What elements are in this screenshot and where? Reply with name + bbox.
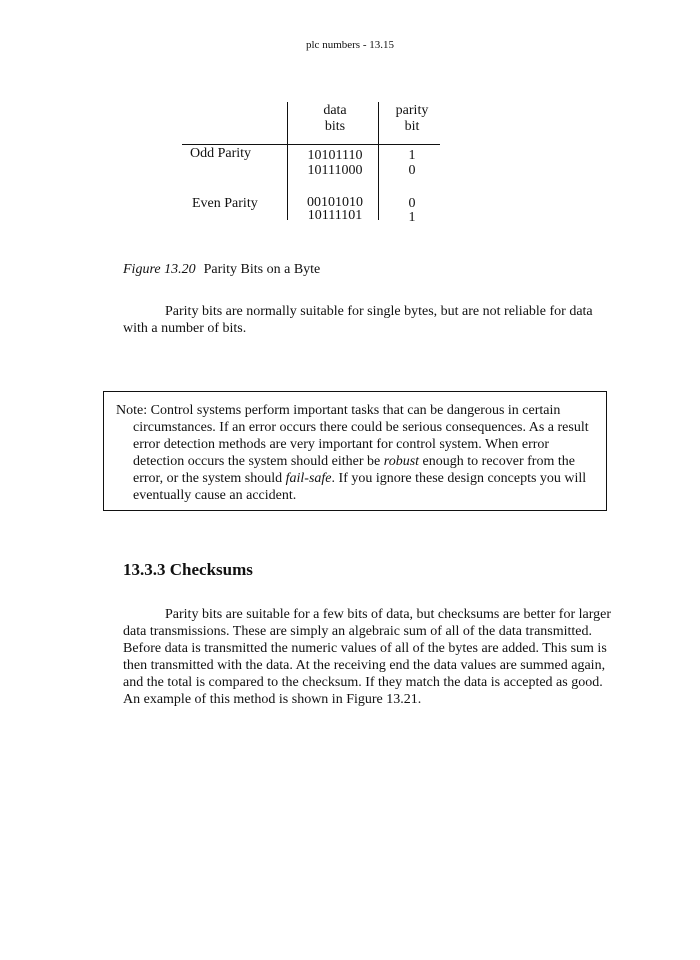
paragraph-text: Parity bits are suitable for a few bits of data, but checksums are better for larger data transmissions. These are simply an algebraic sum of all of the data transmitted. Before data is transmitted the numeric values of all of the bytes are added. This sum is then transmitted with the data. At the receiving end the data values are summed again, and the total is compared to the checksum. If they match the data is accepted as good. An example of this method is shown in Figure 13.21. — [123, 607, 612, 707]
figure-caption — [123, 262, 320, 278]
paragraph-parity-note — [123, 303, 621, 337]
table-cell-parity: 0 — [408, 196, 416, 211]
table-header-rule — [182, 144, 440, 145]
table-divider-left — [287, 102, 288, 220]
table-cell-data: 10111000 — [307, 163, 363, 178]
column-header-parity: parity — [395, 103, 429, 118]
note-box — [103, 391, 607, 511]
column-header-data: data — [323, 103, 347, 118]
paragraph-text: Parity bits are normally suitable for single bytes, but are not reliable for data with a number of bits. — [123, 304, 593, 336]
figure-title: Parity Bits on a Byte — [203, 262, 321, 277]
table-cell-data: 10101110 — [307, 148, 363, 163]
table-cell-parity: 1 — [408, 148, 416, 163]
figure-number: Figure 13.20 — [123, 262, 196, 277]
table-cell-data: 10111101 — [307, 208, 363, 223]
row-label-odd-parity: Odd Parity — [190, 146, 252, 161]
table-cell-parity: 1 — [408, 210, 416, 225]
section-heading: 13.3.3 Checksums — [123, 560, 253, 579]
running-header: plc numbers - 13.15 — [306, 39, 394, 51]
column-header-parity: bit — [404, 119, 420, 134]
paragraph-checksums — [123, 606, 621, 708]
robust-term: robust — [383, 454, 420, 469]
table-cell-data: 00101010 — [307, 195, 363, 210]
fail-safe-term: fail-safe — [285, 471, 332, 486]
row-label-even-parity: Even Parity — [192, 196, 258, 211]
column-header-data: bits — [324, 119, 346, 134]
note-text: Note: Control systems perform important tasks that can be dangerous in certain circumstances. If an error occurs there could be serious consequences. As a result error detection methods are very important for control system. When error detection occurs the system should either be robust enough to recover from the error, or the system should fail-safe. If you ignore these design concepts you will eventually cause an accident. — [116, 403, 589, 503]
table-cell-parity: 0 — [408, 163, 416, 178]
